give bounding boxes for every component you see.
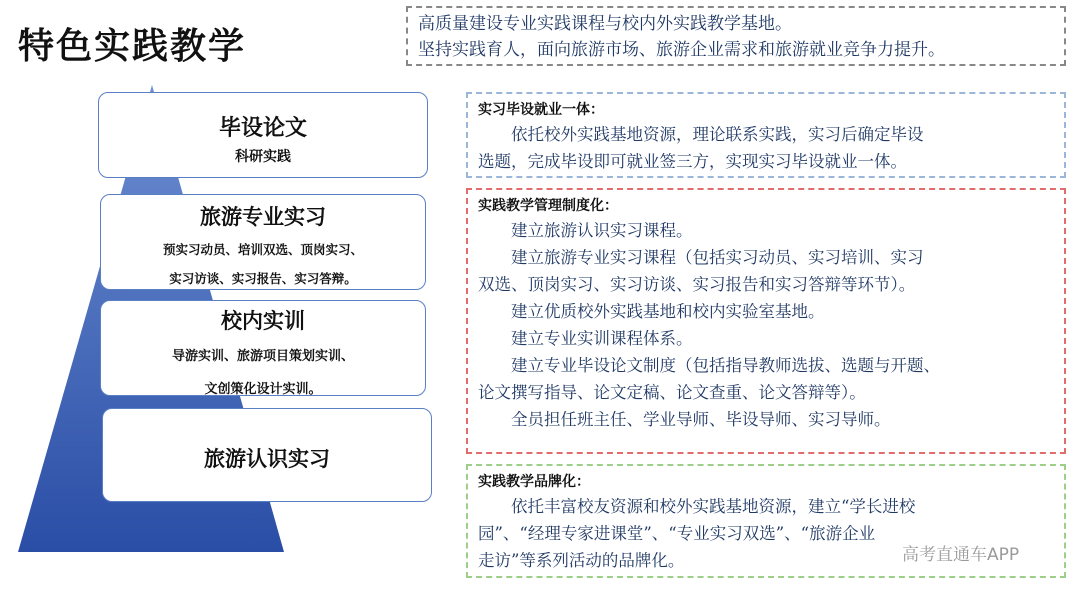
tier-title: 旅游专业实习 — [200, 205, 326, 229]
box-management — [466, 188, 1066, 454]
page-title: 特色实践教学 — [18, 26, 247, 67]
box-line: 走访”等系列活动的品牌化。 — [478, 551, 685, 570]
tier-title: 毕设论文 — [218, 116, 307, 141]
box-label: 实践教学管理制度化： — [478, 198, 618, 214]
box-line: 双选、顶岗实习、实习访谈、实习报告和实习答辩等环节）。 — [478, 275, 916, 294]
box-line: 建立专业实训课程体系。 — [478, 329, 693, 348]
tier-cognition-internship — [102, 408, 432, 502]
tier-desc: 实习访谈、实习报告、实习答辩。 — [169, 271, 357, 286]
box-label: 实习毕设就业一体： — [478, 102, 604, 118]
box-line: 选题，完成毕设即可就业签三方，实现实习毕设就业一体。 — [478, 152, 907, 171]
intro-line: 高质量建设专业实践课程与校内外实践教学基地。 — [418, 14, 792, 34]
tier-title: 校内实训 — [221, 309, 305, 333]
box-line: 论文撰写指导、论文定稿、论文查重、论文答辩等）。 — [478, 383, 866, 402]
box-label: 实践教学品牌化： — [478, 474, 590, 490]
box-line: 建立旅游认识实习课程。 — [478, 221, 693, 240]
box-line: 全员担任班主任、学业导师、毕设导师、实习导师。 — [478, 410, 891, 429]
box-line: 建立旅游专业实习课程（包括实习动员、实习培训、实习 — [478, 248, 924, 267]
tier-campus-training — [100, 300, 426, 396]
tier-professional-internship — [100, 194, 426, 290]
tier-desc: 导游实训、旅游项目策划实训、 — [171, 349, 354, 364]
intro-box — [406, 6, 1066, 66]
tier-desc: 科研实践 — [235, 149, 291, 165]
tier-title: 旅游认识实习 — [204, 447, 330, 471]
box-integration — [466, 92, 1066, 178]
box-line: 依托校外实践基地资源，理论联系实践，实习后确定毕设 — [478, 125, 924, 144]
tier-thesis — [98, 92, 428, 178]
watermark: 高考直通车APP — [902, 545, 1020, 565]
tier-desc: 预实习动员、培训双选、顶岗实习、 — [162, 242, 363, 257]
box-line: 建立专业毕设论文制度（包括指导教师选拔、选题与开题、 — [478, 356, 940, 375]
tier-desc: 文创策化设计实训。 — [204, 382, 322, 397]
box-line: 园”、“经理专家进课堂”、“专业实习双选”、“旅游企业 — [478, 524, 876, 543]
box-line: 建立优质校外实践基地和校内实验室基地。 — [478, 302, 825, 321]
intro-line: 坚持实践育人，面向旅游市场、旅游企业需求和旅游就业竞争力提升。 — [418, 40, 945, 60]
box-line: 依托丰富校友资源和校外实践基地资源，建立“学长进校 — [478, 497, 916, 516]
